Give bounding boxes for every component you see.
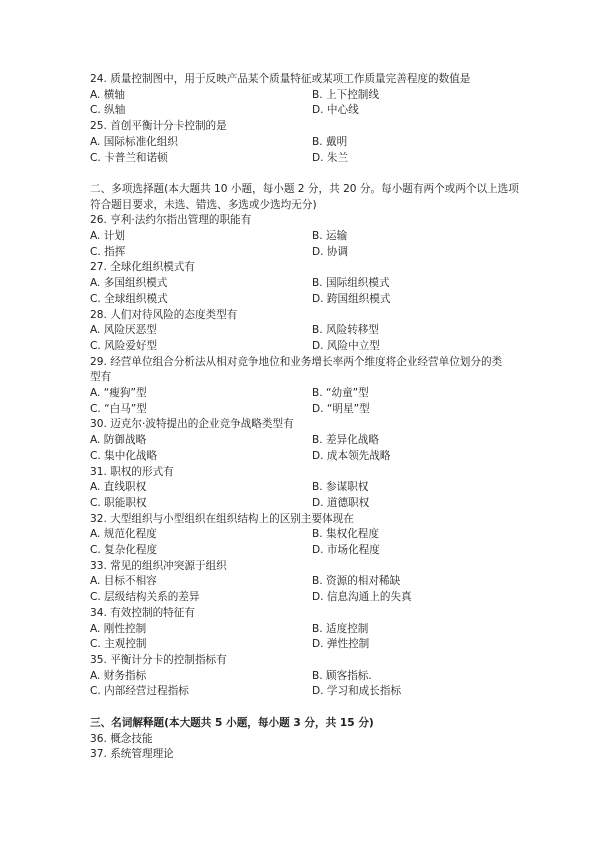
option-d: D. 风险中立型 [312,339,380,352]
option-a: A. 财务指标 [90,669,147,682]
option-c: C. 复杂化程度 [90,544,158,557]
spacer [90,700,520,716]
options-row [90,574,520,590]
question-32 [90,512,520,559]
option-d: D. 中心线 [312,104,359,117]
option-a: A. 多国组织模式 [90,277,168,290]
option-d: D. 朱兰 [312,151,349,164]
options-row [90,386,520,402]
option-d: D. 学习和成长指标 [312,685,402,698]
options-row [90,637,520,653]
option-a: A. 防御战略 [90,434,147,447]
option-a: A. 直线职权 [90,481,147,494]
question-34 [90,606,520,653]
option-a: A. 国际标准化组织 [90,135,178,148]
section-heading-line: 符合题目要求，未选、错选、多选或少选均无分) [90,198,317,211]
question-stem: 30. 迈克尔·波特提出的企业竞争战略类型有 [90,418,294,431]
options-row [90,684,520,700]
question-29 [90,355,520,418]
options-row [90,276,520,292]
option-b: B. 差异化战略 [312,434,379,447]
option-d: D. 弹性控制 [312,638,370,651]
option-c: C. 层级结构关系的差异 [90,591,200,604]
section-heading-line: 二、多项选择题(本大题共 10 小题，每小题 2 分，共 20 分。每小题有两个或两个以上选项 [90,182,519,195]
option-c: C. 内部经营过程指标 [90,685,189,698]
option-a: A. 规范化程度 [90,528,157,541]
options-row [90,402,520,418]
question-33 [90,559,520,606]
question-stem-continued: 型有 [90,371,112,384]
question-stem: 26. 亨利·法约尔指出管理的职能有 [90,214,252,227]
option-c: C. 指挥 [90,245,126,258]
options-row [90,323,520,339]
options-row [90,135,520,151]
question-31 [90,465,520,512]
question-35 [90,653,520,700]
option-c: C. 集中化战略 [90,449,158,462]
options-row [90,339,520,355]
options-row [90,229,520,245]
option-c: C. 主观控制 [90,638,147,651]
question-28 [90,308,520,355]
question-stem: 32. 大型组织与小型组织在组织结构上的区别主要体现在 [90,512,354,525]
option-c: C. 职能职权 [90,496,147,509]
section-2-heading [90,182,520,213]
option-c: C. 纵轴 [90,104,126,117]
option-c: C. 风险爱好型 [90,339,158,352]
option-a: A. “瘦狗”型 [90,387,147,400]
option-b: B. 国际组织模式 [312,277,390,290]
options-row [90,527,520,543]
option-b: B. 参谋职权 [312,481,369,494]
options-row [90,496,520,512]
option-b: B. 集权化程度 [312,528,379,541]
options-row [90,433,520,449]
option-c: C. 卡普兰和诺顿 [90,151,168,164]
option-a: A. 目标不相容 [90,575,157,588]
option-a: A. 刚性控制 [90,622,147,635]
options-row [90,292,520,308]
option-a: A. 横轴 [90,88,125,101]
option-b: B. 风险转移型 [312,324,379,337]
question-stem: 24. 质量控制图中，用于反映产品某个质量特征或某项工作质量完善程度的数值是 [90,73,471,85]
option-d: D. 跨国组织模式 [312,292,391,305]
question-stem: 27. 全球化组织模式有 [90,261,195,274]
question-stem: 29. 经营单位组合分析法从相对竞争地位和业务增长率两个维度将企业经营单位划分的类 [90,355,503,368]
question-25 [90,119,520,166]
options-row [90,103,520,119]
option-b: B. 资源的相对稀缺 [312,575,401,588]
option-b: B. 戴明 [312,135,348,148]
question-24 [90,72,520,119]
option-d: D. 协调 [312,245,349,258]
question-stem: 35. 平衡计分卡的控制指标有 [90,654,227,666]
option-d: D. 成本领先战略 [312,449,391,462]
option-b: B. 运输 [312,230,348,243]
option-b: B. 适度控制 [312,622,369,635]
option-b: B. “幼童”型 [312,387,369,400]
option-a: A. 风险厌恶型 [90,324,157,337]
question-36: 36. 概念技能 [90,732,153,745]
options-row [90,151,520,167]
option-c: C. “白马”型 [90,402,147,415]
option-d: D. 道德职权 [312,496,370,509]
options-row [90,449,520,465]
question-27 [90,260,520,307]
question-26 [90,213,520,260]
options-row [90,543,520,559]
section-3 [90,716,520,763]
question-stem: 28. 人们对待风险的态度类型有 [90,308,238,321]
option-d: D. 市场化程度 [312,544,380,557]
spacer [90,166,520,182]
options-row [90,669,520,685]
option-b: B. 顾客指标. [312,669,372,682]
options-row [90,480,520,496]
options-row [90,245,520,261]
question-stem: 25. 首创平衡计分卡控制的是 [90,120,227,133]
section-3-heading: 三、名词解释题(本大题共 5 小题，每小题 3 分，共 15 分) [90,716,374,729]
options-row [90,622,520,638]
option-d: D. “明星”型 [312,402,370,415]
option-a: A. 计划 [90,230,125,243]
question-stem: 33. 常见的组织冲突源于组织 [90,559,227,572]
question-30 [90,417,520,464]
question-stem: 34. 有效控制的特征有 [90,606,195,619]
question-stem: 31. 职权的形式有 [90,465,174,478]
option-c: C. 全球组织模式 [90,292,168,305]
question-37: 37. 系统管理理论 [90,748,174,761]
options-row [90,590,520,606]
exam-content [90,72,520,763]
options-row [90,88,520,104]
option-d: D. 信息沟通上的失真 [312,591,412,604]
option-b: B. 上下控制线 [312,88,379,101]
